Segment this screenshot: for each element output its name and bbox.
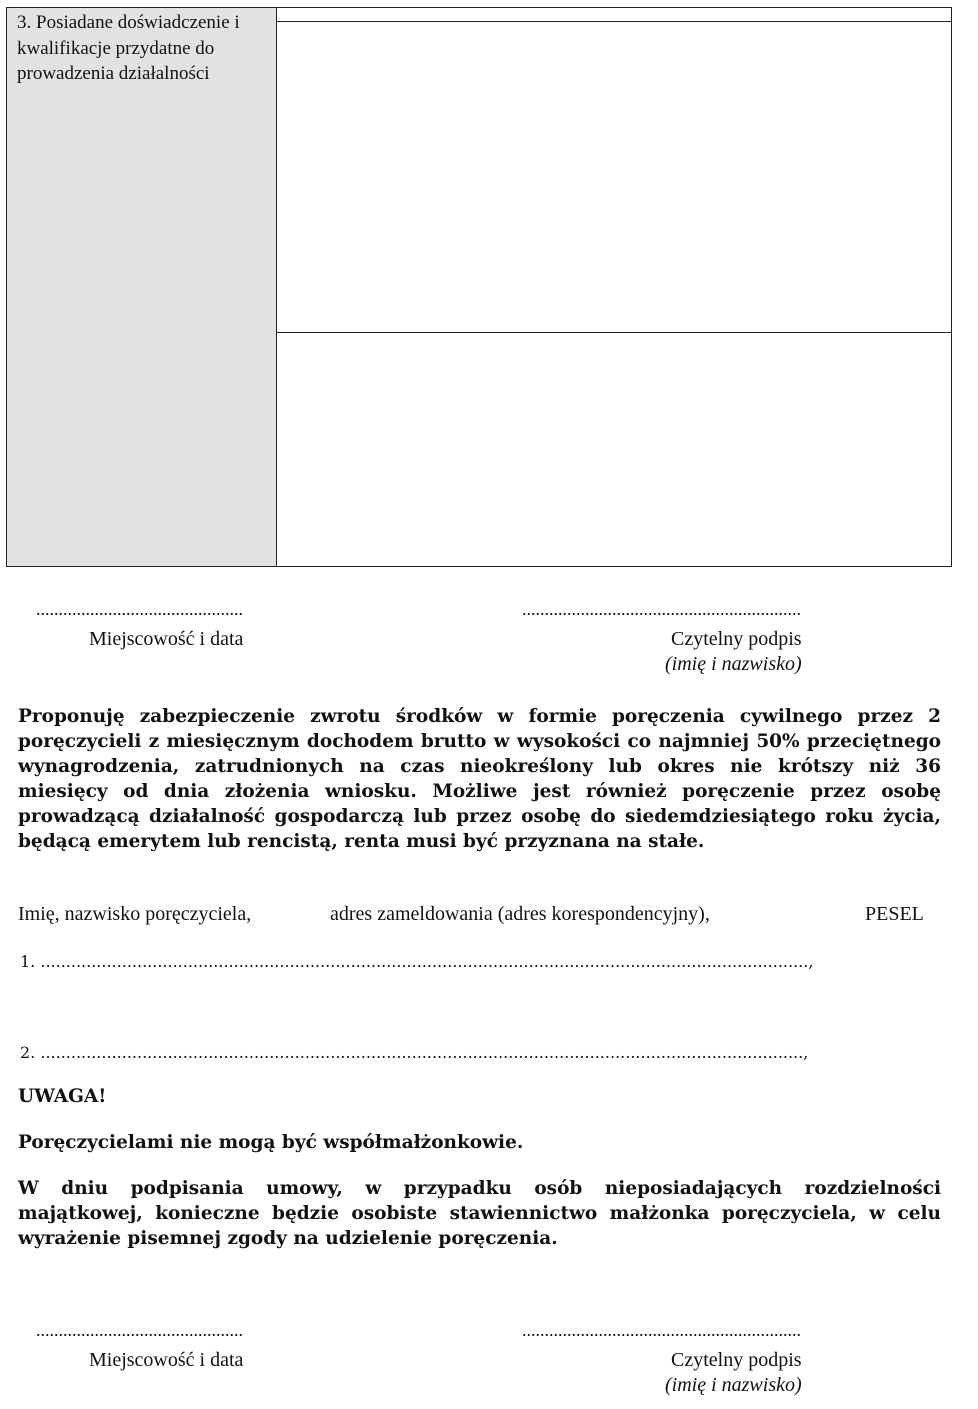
experience-label: 3. Posiadane doświadczenie i kwalifikacje przydatne do prowadzenia działalności [17,12,240,84]
notice-spouses: Poręczycielami nie mogą być współmałżonkowie. [18,1132,524,1153]
notice-consent: W dniu podpisania umowy, w przypadku osób nieposiadających rozdzielności majątkowej, konieczne będzie osobiste stawiennictwo małżonka poręczyciela, w celu wyrażenie pisemnej zgody na udzielenie poręczenia. [18,1178,941,1249]
security-paragraph: Proponuję zabezpieczenie zwrotu środków w formie poręczenia cywilnego przez 2 poręczycieli z miesięcznym dochodem brutto w wysokości co najmniej 50% przeciętnego wynagrodzenia, zatrudnionych na czas nieokreślony lub okres nie krótszy niż 36 miesięcy od dnia złożenia wniosku. Możliwe jest również poręczenie przez osobę prowadzącą działalność gospodarczą lub przez osobę do siedemdziesiątego roku życia, będącą emerytem lub rencistą, renta musi być przyznana na stałe. [18,706,941,852]
signature-label-bottom: Czytelny podpis [671,1349,802,1371]
signature-sublabel-bottom: (imię i nazwisko) [665,1374,802,1396]
guarantor-address-header: adres zameldowania (adres korespondencyjny), [330,903,710,925]
experience-field-header[interactable] [277,8,951,22]
place-date-label: Miejscowość i data [89,628,244,650]
signature-sublabel: (imię i nazwisko) [665,653,802,675]
place-date-label-bottom: Miejscowość i data [89,1349,244,1371]
place-date-dotted-line-bottom[interactable]: .............................................. [36,1323,243,1337]
experience-field-2[interactable] [277,333,951,566]
experience-label-cell [7,8,277,566]
guarantor-pesel-header: PESEL [865,903,924,925]
guarantor-line-1[interactable]: 1. ......................................................................................................................................................., [20,952,814,971]
signature-dotted-line[interactable]: .............................................................. [522,602,801,616]
guarantor-name-header: Imię, nazwisko poręczyciela, [18,903,252,925]
signature-dotted-line-bottom[interactable]: .............................................................. [522,1323,801,1337]
notice-heading: UWAGA! [18,1086,107,1107]
place-date-dotted-line[interactable]: .............................................. [36,602,243,616]
experience-field-1[interactable] [277,22,951,333]
guarantor-line-2[interactable]: 2. ......................................................................................................................................................, [20,1043,809,1062]
experience-table [6,7,952,567]
signature-label: Czytelny podpis [671,628,802,650]
